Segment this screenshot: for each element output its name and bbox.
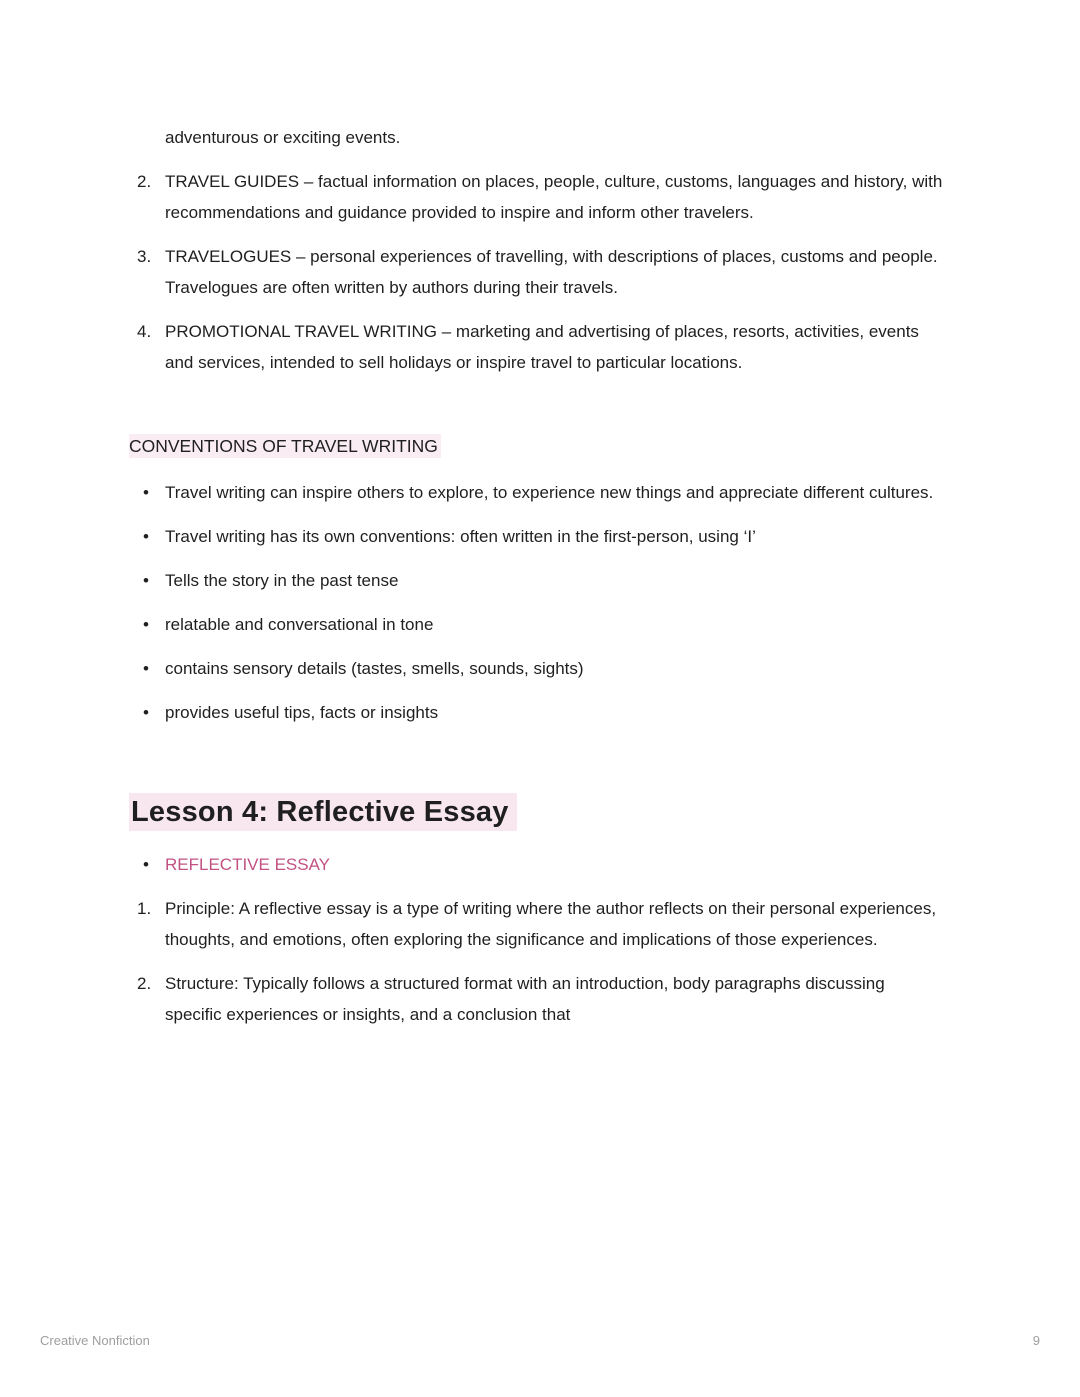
- list-number: 3.: [137, 247, 152, 266]
- bullet-item-text: contains sensory details (tastes, smells, sounds, sights): [165, 659, 584, 678]
- page-footer: [40, 1333, 1040, 1349]
- bullet-item-text: relatable and conversational in tone: [165, 615, 434, 634]
- numbered-list-item: [129, 316, 943, 378]
- numbered-list-item: [129, 241, 943, 303]
- bullet-dot-icon: •: [143, 659, 149, 678]
- list-number: 2.: [137, 974, 152, 993]
- list-item-text: Principle: A reflective essay is a type of writing where the author reflects on their personal experiences, thoughts, and emotions, often exploring the significance and implications of those experiences.: [165, 899, 937, 949]
- footer-page-number: 9: [1032, 1333, 1040, 1348]
- bullet-dot-icon: •: [143, 571, 149, 590]
- bullet-dot-icon: •: [143, 703, 149, 722]
- bullet-item-text: provides useful tips, facts or insights: [165, 703, 439, 722]
- bullet-list-item: [129, 609, 943, 640]
- bullet-list-item: [129, 521, 943, 552]
- bullet-dot-icon: •: [143, 483, 149, 502]
- list-item-text: Structure: Typically follows a structured format with an introduction, body paragraphs discussing specific experiences or insights, and a conclusion that: [165, 974, 885, 1024]
- heading-highlight: Lesson 4: Reflective Essay: [129, 793, 517, 831]
- bullet-item-text: Travel writing can inspire others to explore, to experience new things and appreciate different cultures.: [165, 483, 934, 502]
- paragraph-fragment: adventurous or exciting events.: [165, 128, 401, 147]
- numbered-list-item: [129, 166, 943, 228]
- list-item-text: TRAVEL GUIDES – factual information on places, people, culture, customs, languages and history, with recommendations and guidance provided to inspire and inform other travelers.: [165, 172, 943, 222]
- bullet-list-item: [129, 653, 943, 684]
- numbered-list-item: [129, 968, 943, 1030]
- list-item-text: TRAVELOGUES – personal experiences of travelling, with descriptions of places, customs and people. Travelogues are often written by authors during their travels.: [165, 247, 938, 297]
- list-number: 1.: [137, 899, 152, 918]
- bullet-dot-icon: •: [143, 527, 149, 546]
- bullet-list-item: [129, 849, 943, 880]
- heading-highlight: CONVENTIONS OF TRAVEL WRITING: [129, 434, 441, 458]
- lesson-heading: [129, 792, 943, 832]
- bullet-dot-icon: •: [143, 615, 149, 634]
- bullet-list-item: [129, 697, 943, 728]
- page-content: [129, 122, 943, 1043]
- bullet-item-text: Travel writing has its own conventions: often written in the first-person, using ‘I’: [165, 527, 756, 546]
- list-number: 2.: [137, 172, 152, 191]
- reflective-essay-label: REFLECTIVE ESSAY: [165, 855, 331, 874]
- footer-document-title: Creative Nonfiction: [40, 1333, 150, 1348]
- list-item-text: PROMOTIONAL TRAVEL WRITING – marketing and advertising of places, resorts, activities, events and services, intended to sell holidays or inspire travel to particular locations.: [165, 322, 919, 372]
- bullet-item-text: Tells the story in the past tense: [165, 571, 399, 590]
- list-number: 4.: [137, 322, 152, 341]
- numbered-list-item: [129, 893, 943, 955]
- bullet-list-item: [129, 565, 943, 596]
- bullet-list-item: [129, 477, 943, 508]
- bullet-dot-icon: •: [143, 855, 149, 874]
- section-heading-conventions: [129, 431, 943, 462]
